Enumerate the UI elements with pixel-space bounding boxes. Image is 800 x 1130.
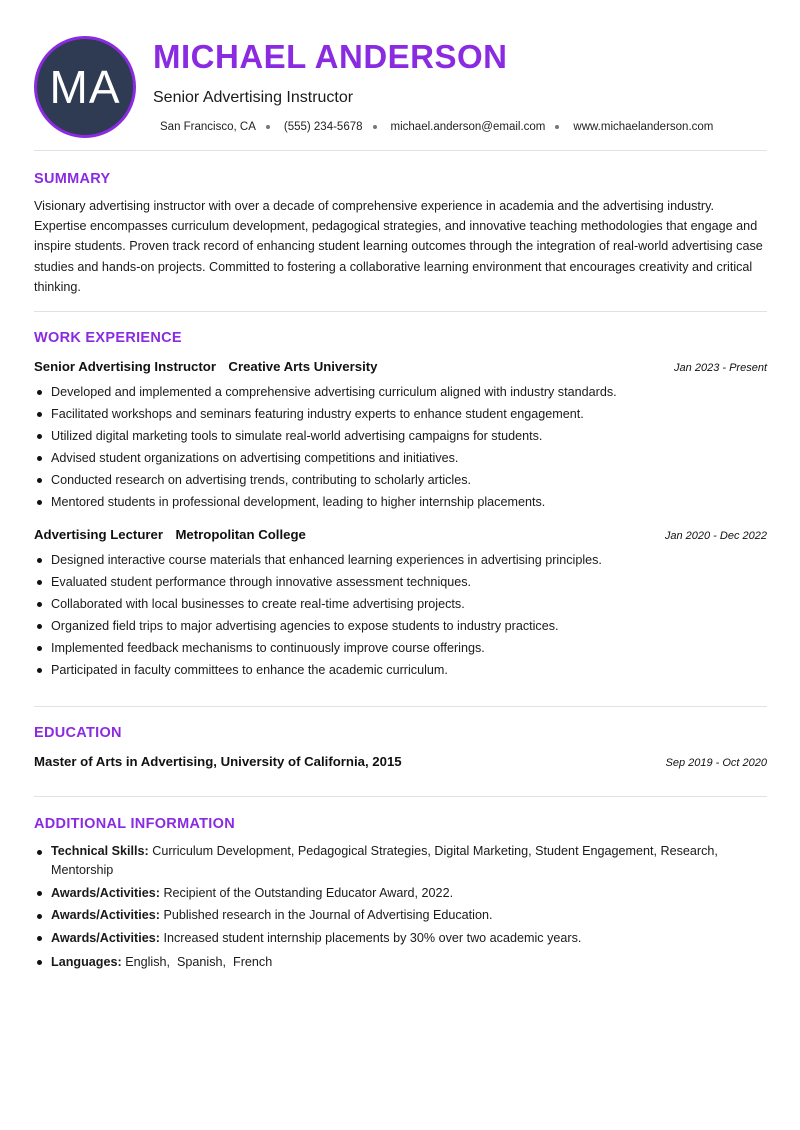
list-item: Mentored students in professional development, leading to higher internship placements. [34, 491, 767, 513]
contact-location: San Francisco, CA [160, 121, 256, 133]
list-item: Organized field trips to major advertising agencies to expose students to industry practices. [34, 615, 767, 637]
experience-heading: WORK EXPERIENCE [34, 330, 182, 346]
item-text: English, Spanish, French [125, 954, 273, 969]
item-label: Awards/Activities: [51, 930, 160, 945]
list-item [34, 842, 767, 880]
item-label: Languages: [51, 954, 122, 969]
contact-phone: (555) 234-5678 [283, 121, 363, 133]
job-header [34, 358, 767, 376]
divider [34, 311, 767, 312]
contact-line [160, 121, 713, 133]
additional-list [34, 842, 767, 975]
avatar [34, 36, 136, 138]
list-item: Evaluated student performance through innovative assessment techniques. [34, 571, 767, 593]
list-item: Utilized digital marketing tools to simulate real-world advertising campaigns for students. [34, 425, 767, 447]
contact-email[interactable]: michael.anderson@email.com [390, 121, 546, 133]
education-entry [34, 754, 767, 769]
job-bullets [34, 549, 767, 681]
job-dates: Jan 2020 - Dec 2022 [664, 530, 767, 542]
list-item [34, 953, 767, 972]
list-item [34, 884, 767, 903]
additional-heading: ADDITIONAL INFORMATION [34, 816, 235, 832]
contact-website[interactable]: www.michaelanderson.com [573, 121, 714, 133]
candidate-title: Senior Advertising Instructor [153, 89, 354, 106]
divider [34, 706, 767, 707]
item-text: Increased student internship placements by 30% over two academic years. [163, 930, 582, 945]
summary-heading: SUMMARY [34, 171, 111, 187]
summary-text: Visionary advertising instructor with over a decade of comprehensive experience in academia and the advertising industry. Expertise encompasses curriculum development, pedagogical strategies, and innovative teaching methodologies that engage and inspire students. Proven track record of enhancing student learning outcomes through the integration of real-world advertising case studies and hands-on projects. Committed to fostering a collaborative learning environment that encourages creativity and critical thinking. [34, 199, 763, 294]
education-heading: EDUCATION [34, 725, 122, 741]
job-company: Creative Arts University [228, 359, 378, 374]
list-item: Facilitated workshops and seminars featuring industry experts to enhance student engagement. [34, 403, 767, 425]
job-company: Metropolitan College [175, 527, 306, 542]
divider [34, 150, 767, 151]
item-text: Published research in the Journal of Advertising Education. [163, 908, 493, 922]
job-bullets [34, 381, 767, 513]
list-item [34, 929, 767, 948]
list-item: Collaborated with local businesses to create real-time advertising projects. [34, 593, 767, 615]
separator-dot [266, 125, 270, 129]
job-title: Advertising Lecturer [34, 527, 163, 542]
job-header [34, 526, 767, 544]
list-item: Developed and implemented a comprehensive advertising curriculum aligned with industry standards. [34, 381, 767, 403]
list-item: Designed interactive course materials that enhanced learning experiences in advertising principles. [34, 549, 767, 571]
divider [34, 796, 767, 797]
education-degree: Master of Arts in Advertising, University of California, 2015 [34, 754, 402, 769]
list-item: Implemented feedback mechanisms to continuously improve course offerings. [34, 637, 767, 659]
list-item: Participated in faculty committees to enhance the academic curriculum. [34, 659, 767, 681]
separator-dot [373, 125, 377, 129]
separator-dot [555, 125, 559, 129]
job-dates: Jan 2023 - Present [674, 362, 767, 374]
avatar-initials: MA [49, 61, 121, 113]
item-text: Curriculum Development, Pedagogical Strategies, Digital Marketing, Student Engagement, Research, Mentorship [51, 844, 718, 877]
item-text: Recipient of the Outstanding Educator Award, 2022. [163, 885, 454, 900]
education-dates: Sep 2019 - Oct 2020 [665, 757, 767, 769]
list-item [34, 906, 767, 925]
job-title: Senior Advertising Instructor [34, 359, 216, 374]
candidate-name: MICHAEL ANDERSON [153, 38, 508, 75]
list-item: Advised student organizations on advertising competitions and initiatives. [34, 447, 767, 469]
list-item: Conducted research on advertising trends, contributing to scholarly articles. [34, 469, 767, 491]
item-label: Awards/Activities: [51, 908, 160, 922]
item-label: Awards/Activities: [51, 885, 160, 900]
item-label: Technical Skills: [51, 844, 149, 858]
